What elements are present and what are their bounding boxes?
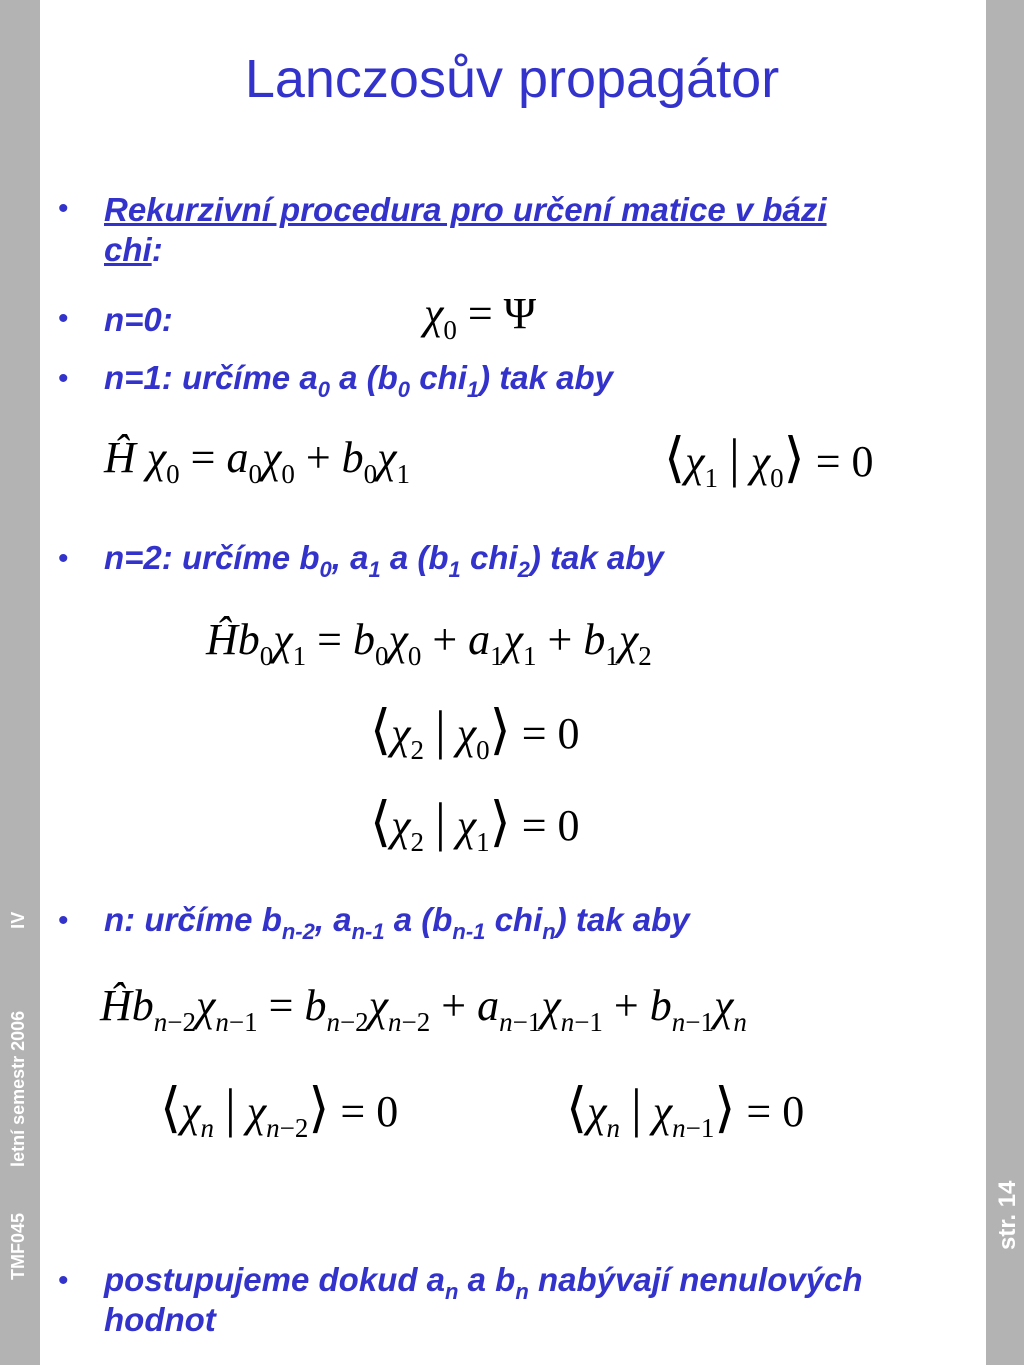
course-code: TMF045 <box>8 1212 28 1280</box>
equation-n2-recurrence: $Ĥb_0\chi_1 = b_0\chi_0 + a_1\chi_1 + b_1\chi_2$ <box>206 615 652 671</box>
bullet-text: Rekurzivní procedura pro určení matice v bázi <box>104 191 827 228</box>
bullet-n2: n=2: určíme $b_0$, $a_1$ a ($b_1$ chi$_2$) tak aby <box>104 539 664 582</box>
equation-general-recurrence: $Ĥb_{n-2}\chi_{n-1} = b_{n-2}\chi_{n-2} + a_{n-1}\chi_{n-1} + b_{n-1}\chi_n$ <box>100 981 747 1037</box>
equation-n1-orthogonality: $⟨\chi_1$ | $\chi_0⟩ = 0$ <box>664 428 874 493</box>
footer-course-info <box>8 912 29 1280</box>
page-number: str. 14 <box>994 1180 1021 1250</box>
bullet-n0: n=0: <box>104 301 173 338</box>
bullet-n-general: n: určíme $b_{n-2}$, $a_{n-1}$ a ($b_{n-1}$ chi$_n$) tak aby <box>104 901 690 944</box>
bullet-n1: n=1: určíme $a_0$ a ($b_0$ chi$_1$) tak aby <box>104 359 614 402</box>
equation-n2-orthogonality-0: $⟨\chi_2$ | $\chi_0⟩ = 0$ <box>370 700 580 765</box>
equation-general-orthogonality-nm1: $⟨\chi_n$ | $\chi_{n-1}⟩ = 0$ <box>566 1078 805 1143</box>
bullet-marker: • <box>58 542 69 575</box>
equation-n1-recurrence: Ĥ $\chi_0 = a_0\chi_0 + b_0\chi_1$ <box>104 433 411 489</box>
part-label: IV <box>8 911 28 929</box>
bullet-marker: • <box>58 362 69 395</box>
equation-n2-orthogonality-1: $⟨\chi_2$ | $\chi_1⟩ = 0$ <box>370 792 580 857</box>
bullet-marker: • <box>58 302 69 335</box>
semester-label: letní semestr 2006 <box>8 1010 28 1167</box>
bullet-recursive-procedure <box>104 190 827 270</box>
equation-chi0-psi: $\chi_0 = \Psi$ <box>424 289 537 345</box>
equation-general-orthogonality-nm2: $⟨\chi_n$ | $\chi_{n-2}⟩ = 0$ <box>160 1078 399 1143</box>
bullet-marker: • <box>58 1264 69 1297</box>
right-sidebar <box>986 0 1024 1365</box>
bullet-marker: • <box>58 904 69 937</box>
bullet-text: chi <box>104 231 152 268</box>
bullet-marker: • <box>58 192 69 225</box>
bullet-continue: postupujeme dokud $a_n$ a $b_n$ nabývají nenulových hodnot <box>104 1261 863 1338</box>
slide-title: Lanczosův propagátor <box>244 49 780 109</box>
bullet-text: : <box>151 231 163 268</box>
